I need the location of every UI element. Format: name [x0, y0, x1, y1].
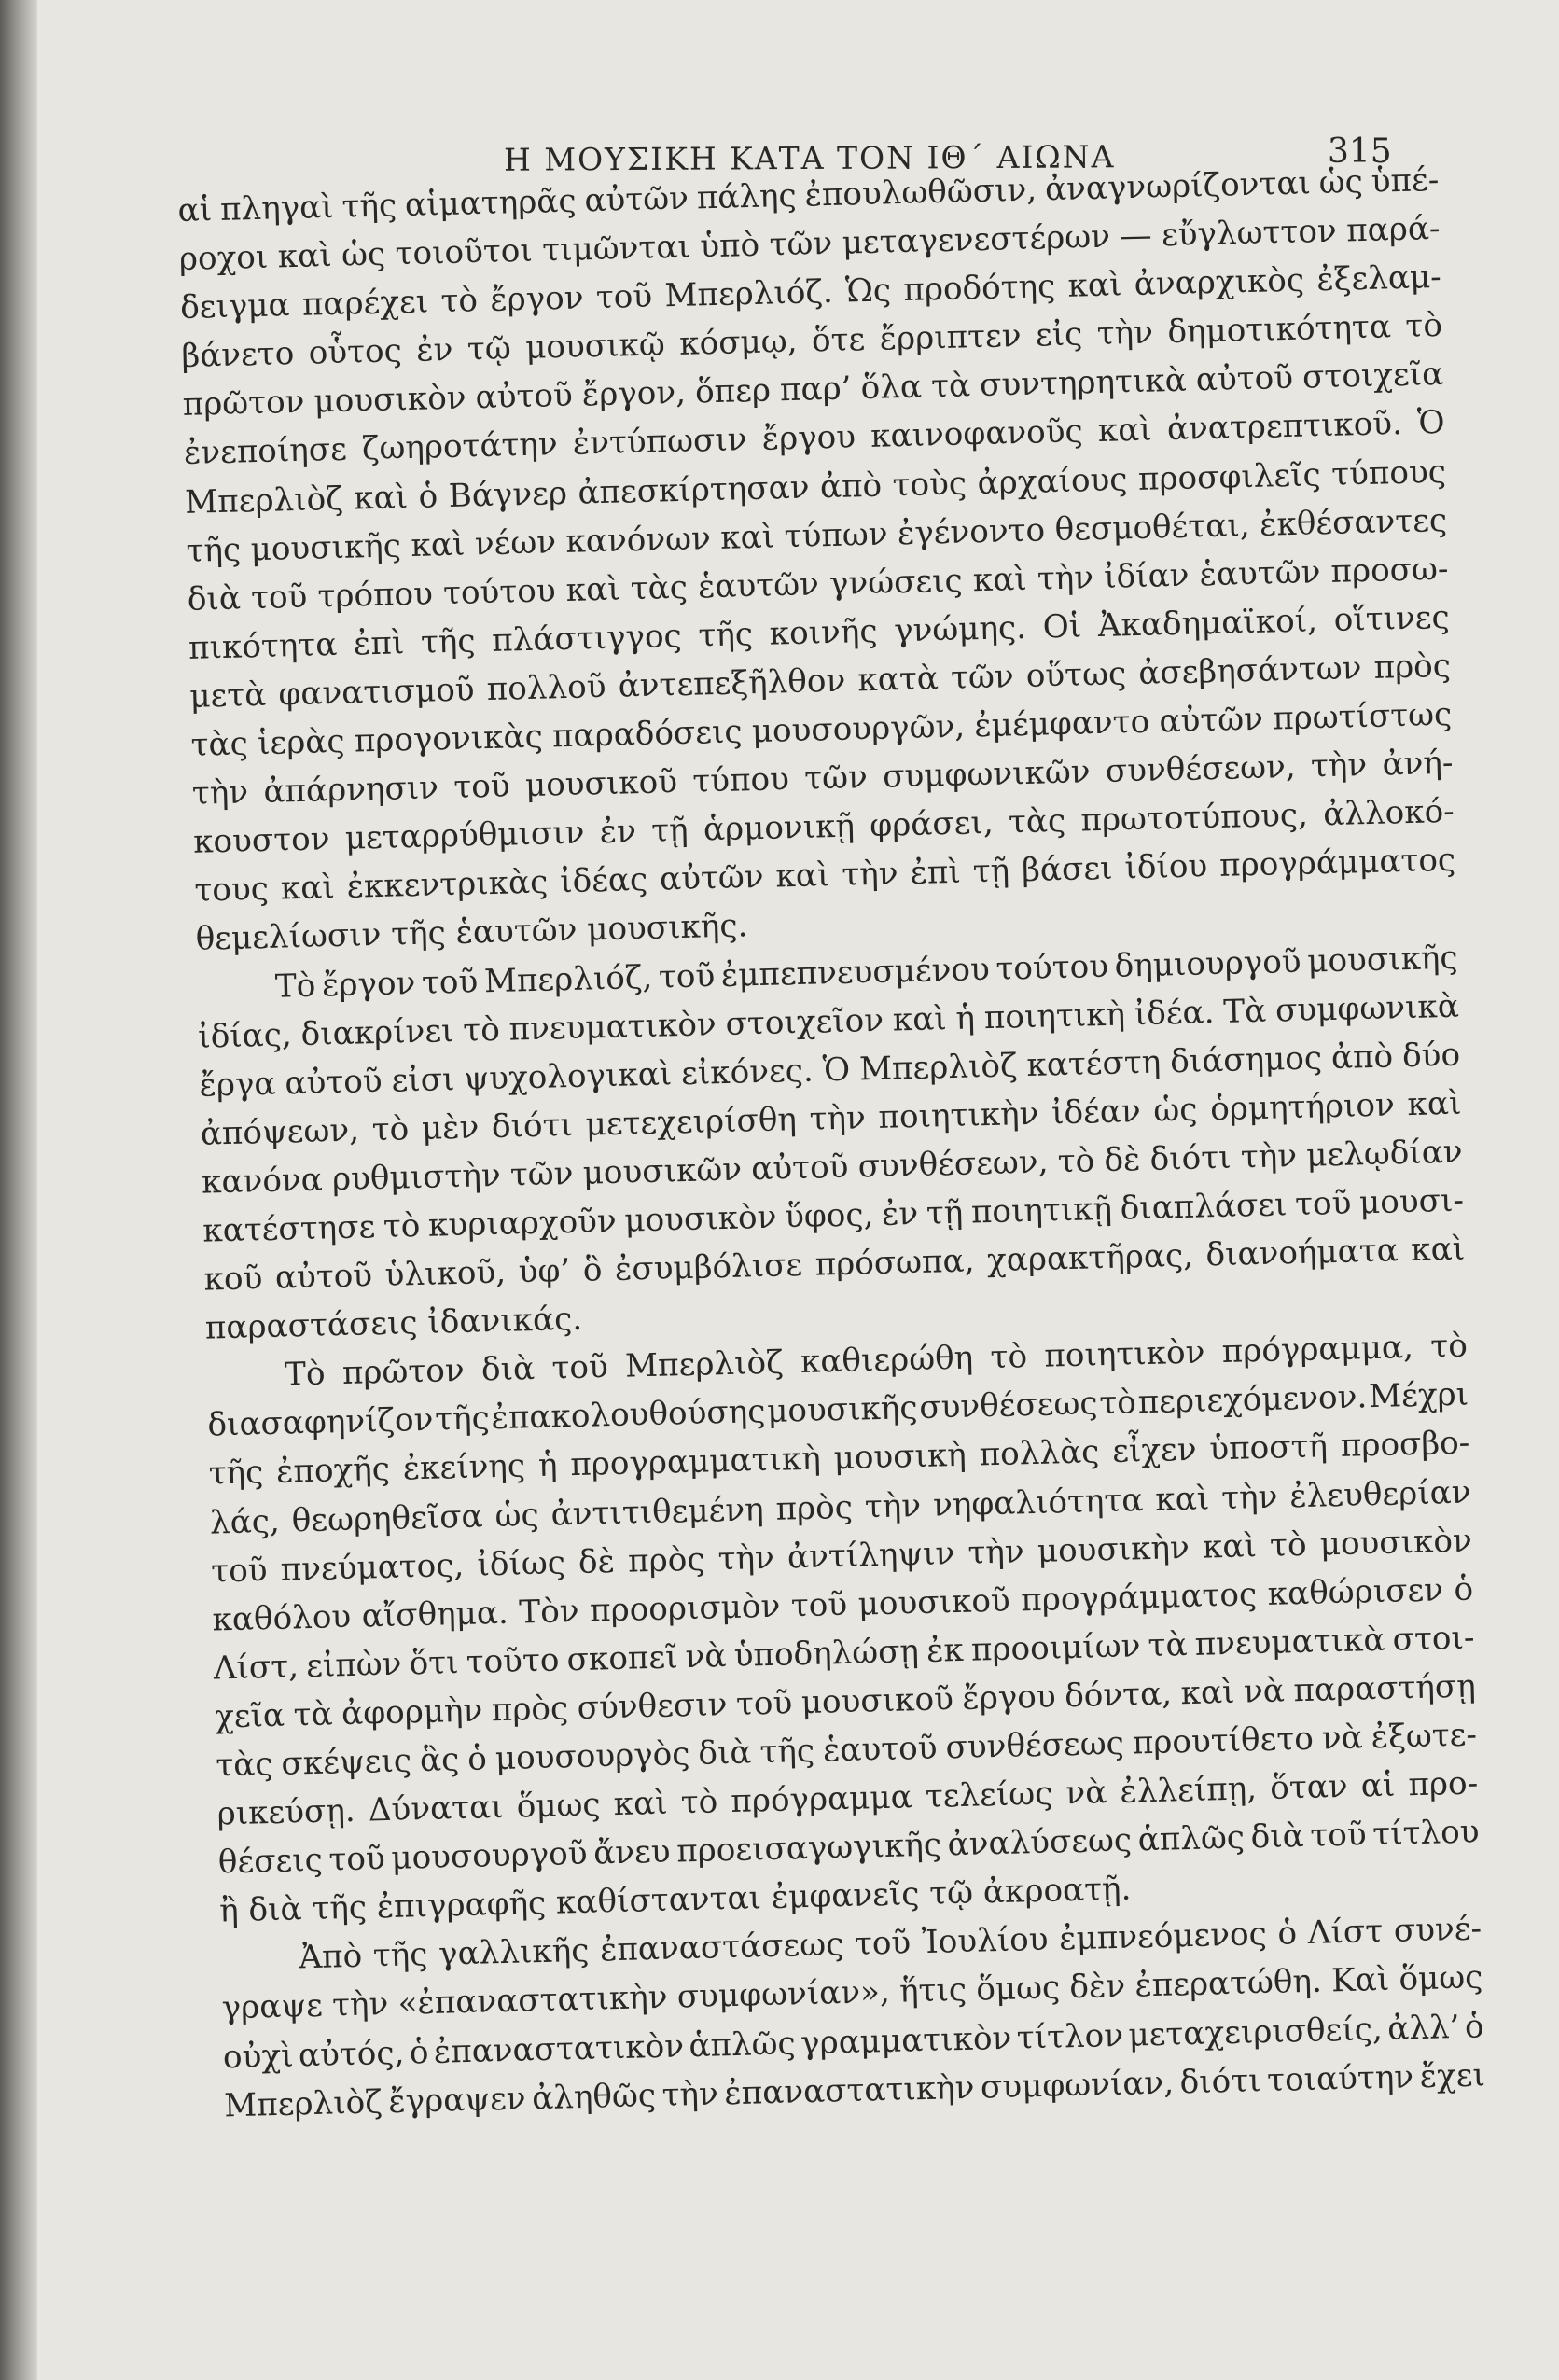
text-line: θεμελίωσιν τῆς ἑαυτῶν μουσικῆς. — [195, 907, 748, 959]
text-line: Μπερλιὸζ ἔγραψεν ἀληθῶς τὴν ἐπαναστατικὴν συμφωνίαν, διότι τοιαύτην ἔχει — [223, 2056, 1486, 2125]
text-line: κοῦ αὐτοῦ ὑλικοῦ, ὑφ’ ὃ ἐσυμβόλισε πρόσωπα, χαρακτῆρας, διανοήματα καὶ — [203, 1230, 1466, 1299]
text-line: τοῦ πνεύματος, ἰδίως δὲ πρὸς τὴν ἀντίληψιν τὴν μουσικὴν καὶ τὸ μουσικὸν — [210, 1522, 1473, 1591]
text-line: τὰς ἱερὰς προγονικὰς παραδόσεις μουσουργῶν, ἐμέμφαντο αὐτῶν πρωτίστως — [190, 695, 1453, 764]
text-line: πρῶτον μουσικὸν αὐτοῦ ἔργον, ὅπερ παρ’ ὅλα τὰ συντηρητικὰ αὐτοῦ στοιχεῖα — [182, 355, 1444, 425]
text-line: θέσεις τοῦ μουσουργοῦ ἄνευ προεισαγωγικῆς ἀναλύσεως ἁπλῶς διὰ τοῦ τίτλου — [217, 1813, 1480, 1882]
text-line: κανόνα ρυθμιστὴν τῶν μουσικῶν αὐτοῦ συνθέσεων, τὸ δὲ διότι τὴν μελῳδίαν — [201, 1133, 1464, 1202]
text-line: βάνετο οὗτος ἐν τῷ μουσικῷ κόσμῳ, ὅτε ἔρριπτεν εἰς τὴν δημοτικότητα τὸ — [180, 307, 1443, 376]
text-line: γραψε τὴν «ἐπαναστατικὴν συμφωνίαν», ἥτις ὅμως δὲν ἐπερατώθη. Καὶ ὅμως — [221, 1958, 1483, 2027]
text-line: Μπερλιὸζ καὶ ὁ Βάγνερ ἀπεσκίρτησαν ἀπὸ τοὺς ἀρχαίους προσφιλεῖς τύπους — [184, 452, 1447, 522]
text-line: ἢ διὰ τῆς ἐπιγραφῆς καθίστανται ἐμφανεῖς τῷ ἀκροατῇ. — [218, 1870, 1132, 1930]
text-line: τους καὶ ἐκκεντρικὰς ἰδέας αὐτῶν καὶ τὴν ἐπὶ τῇ βάσει ἰδίου προγράμματος — [193, 842, 1456, 911]
page-number: 315 — [1328, 132, 1392, 171]
text-line: μετὰ φανατισμοῦ πολλοῦ ἀντεπεξῆλθον κατὰ τῶν οὕτως ἀσεβησάντων πρὸς — [188, 647, 1452, 716]
running-title: Η ΜΟΥΣΙΚΗ ΚΑΤΑ ΤΟΝ ΙΘ΄ ΑΙΩΝΑ — [503, 138, 1116, 178]
text-line: χεῖα τὰ ἀφορμὴν πρὸς σύνθεσιν τοῦ μουσικοῦ ἔργου δόντα, καὶ νὰ παραστήσῃ — [214, 1667, 1477, 1736]
text-line: καθόλου αἴσθημα. Τὸν προορισμὸν τοῦ μουσικοῦ προγράμματος καθώρισεν ὁ — [212, 1570, 1474, 1639]
text-line: τῆς μουσικῆς καὶ νέων κανόνων καὶ τύπων ἐγένοντο θεσμοθέται, ἐκθέσαντες — [186, 501, 1448, 570]
text-line: δειγμα παρέχει τὸ ἔργον τοῦ Μπερλιόζ. Ὡς προδότης καὶ ἀναρχικὸς ἐξελαμ- — [179, 258, 1442, 327]
text-line: ροχοι καὶ ὡς τοιοῦτοι τιμῶνται ὑπὸ τῶν μεταγενεστέρων — εὔγλωττον παρά- — [178, 210, 1441, 279]
text-line: ἰδίας, διακρίνει τὸ πνευματικὸν στοιχεῖον καὶ ἡ ποιητικὴ ἰδέα. Τὰ συμφωνικὰ — [197, 987, 1460, 1056]
text-line: τῆς ἐποχῆς ἐκείνης ἡ προγραμματικὴ μουσικὴ πολλὰς εἶχεν ὑποστῆ προσβο- — [208, 1425, 1470, 1494]
text-line: ἀπόψεων, τὸ μὲν διότι μετεχειρίσθη τὴν ποιητικὴν ἰδέαν ὡς ὁρμητήριον καὶ — [200, 1084, 1462, 1153]
text-line: διὰ τοῦ τρόπου τούτου καὶ τὰς ἑαυτῶν γνώσεις καὶ τὴν ἰδίαν ἑαυτῶν προσω- — [187, 550, 1449, 619]
text-line: οὐχὶ αὐτός, ὁ ἐπαναστατικὸν ἁπλῶς γραμματικὸν τίτλον μεταχειρισθείς, ἀλλ’ ὁ — [222, 2007, 1485, 2076]
text-line: τὰς σκέψεις ἃς ὁ μουσουργὸς διὰ τῆς ἑαυτοῦ συνθέσεως προυτίθετο νὰ ἐξωτε- — [215, 1716, 1478, 1785]
text-line: Τὸ πρῶτον διὰ τοῦ Μπερλιὸζ καθιερώθη τὸ ποιητικὸν πρόγραμμα, τὸ — [284, 1327, 1469, 1394]
text-line: παραστάσεις ἰδανικάς. — [204, 1300, 583, 1347]
text-line: ρικεύσῃ. Δύναται ὅμως καὶ τὸ πρόγραμμα τελείως νὰ ἐλλείπῃ, ὅταν αἱ προ- — [216, 1764, 1479, 1833]
body-text — [177, 156, 1486, 2130]
text-line: Τὸ ἔργον τοῦ Μπερλιόζ, τοῦ ἐμπεπνευσμένου τούτου δημιουργοῦ μουσικῆς — [274, 939, 1459, 1006]
scan-binding-edge — [0, 0, 37, 2380]
text-line: διασαφηνίζον τῆς ἐπακολουθούσης μουσικῆς συνθέσεως τὸ περιεχόμενον. Μέχρι — [206, 1375, 1469, 1444]
text-line: πικότητα ἐπὶ τῆς πλάστιγγος τῆς κοινῆς γνώμης. Οἱ Ἀκαδημαϊκοί, οἵτινες — [188, 598, 1451, 667]
book-page — [37, 0, 1559, 2380]
text-line: ἔργα αὐτοῦ εἰσι ψυχολογικαὶ εἰκόνες. Ὁ Μπερλιὸζ κατέστη διάσημος ἀπὸ δύο — [199, 1036, 1461, 1105]
text-line: κουστον μεταρρύθμισιν ἐν τῇ ἁρμονικῇ φράσει, τὰς πρωτοτύπους, ἀλλοκό- — [192, 792, 1455, 862]
text-line: τὴν ἀπάρνησιν τοῦ μουσικοῦ τύπου τῶν συμφωνικῶν συνθέσεων, τὴν ἀνή- — [191, 744, 1454, 813]
text-line: αἱ πληγαὶ τῆς αἱματηρᾶς αὐτῶν πάλης ἐπουλωθῶσιν, ἀναγνωρίζονται ὡς ὑπέ- — [177, 160, 1440, 230]
text-line: Λίστ, εἰπὼν ὅτι τοῦτο σκοπεῖ νὰ ὑποδηλώσῃ ἐκ προοιμίων τὰ πνευματικὰ στοι- — [213, 1619, 1475, 1688]
text-line: κατέστησε τὸ κυριαρχοῦν μουσικὸν ὕφος, ἐν τῇ ποιητικῇ διαπλάσει τοῦ μουσι- — [202, 1181, 1465, 1250]
text-line: λάς, θεωρηθεῖσα ὡς ἀντιτιθεμένη πρὸς τὴν νηφαλιότητα καὶ τὴν ἐλευθερίαν — [209, 1473, 1471, 1542]
text-line: ἐνεποίησε ζωηροτάτην ἐντύπωσιν ἔργου καινοφανοῦς καὶ ἀνατρεπτικοῦ. Ὁ — [183, 404, 1446, 473]
text-line: Ἀπὸ τῆς γαλλικῆς ἐπαναστάσεως τοῦ Ἰουλίου ἐμπνεόμενος ὁ Λίστ συνέ- — [298, 1910, 1482, 1977]
